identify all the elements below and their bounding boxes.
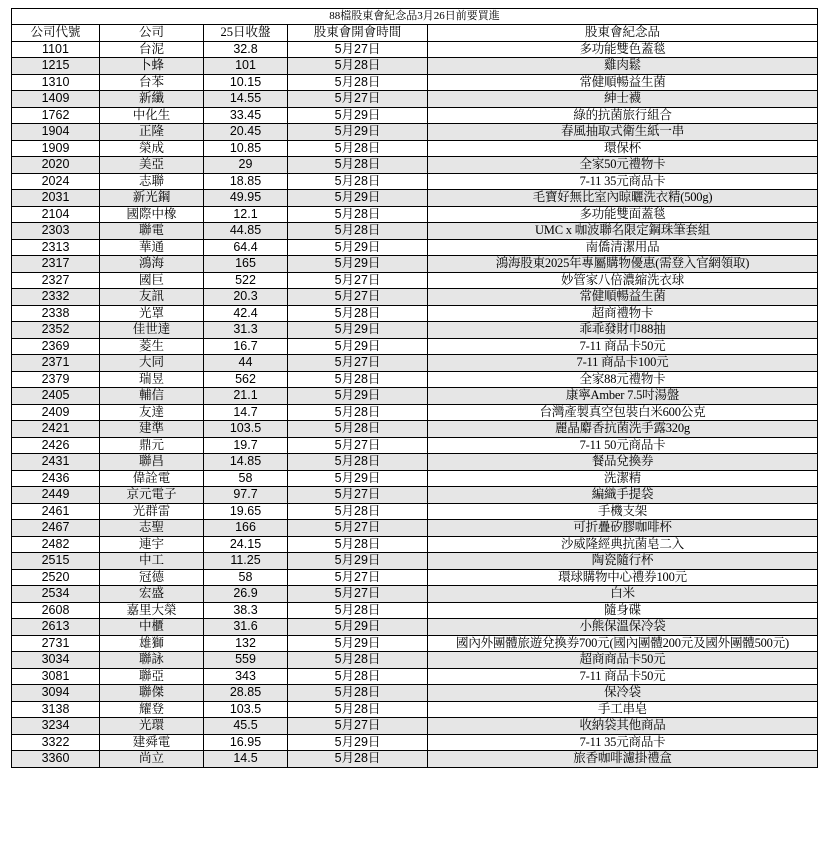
gift-cell: 雞肉鬆 (428, 58, 818, 75)
close-price-cell: 28.85 (204, 685, 288, 702)
table-row (12, 685, 818, 702)
company-cell: 輔信 (100, 388, 204, 405)
close-price-cell: 562 (204, 371, 288, 388)
gift-cell: 全家50元禮物卡 (428, 157, 818, 174)
stock-code-cell: 2031 (12, 190, 100, 207)
stock-code-cell: 2426 (12, 437, 100, 454)
close-price-cell: 18.85 (204, 173, 288, 190)
company-cell: 國巨 (100, 272, 204, 289)
company-cell: 雄獅 (100, 635, 204, 652)
gift-cell: 春風抽取式衛生紙一串 (428, 124, 818, 141)
header-gift: 股東會紀念品 (428, 25, 818, 42)
meeting-date-cell: 5月28日 (288, 74, 428, 91)
company-cell: 京元電子 (100, 487, 204, 504)
stock-code-cell: 2409 (12, 404, 100, 421)
table-row (12, 371, 818, 388)
company-cell: 友達 (100, 404, 204, 421)
meeting-date-cell: 5月28日 (288, 701, 428, 718)
table-row (12, 173, 818, 190)
table-row (12, 553, 818, 570)
gift-cell: 妙管家八倍濃縮洗衣球 (428, 272, 818, 289)
close-price-cell: 14.55 (204, 91, 288, 108)
table-row (12, 404, 818, 421)
meeting-date-cell: 5月29日 (288, 338, 428, 355)
table-row (12, 322, 818, 339)
meeting-date-cell: 5月28日 (288, 751, 428, 768)
company-cell: 聯昌 (100, 454, 204, 471)
company-cell: 耀登 (100, 701, 204, 718)
meeting-date-cell: 5月28日 (288, 305, 428, 322)
meeting-date-cell: 5月27日 (288, 41, 428, 58)
table-row (12, 239, 818, 256)
gift-cell: 洗潔精 (428, 470, 818, 487)
stock-code-cell: 2313 (12, 239, 100, 256)
meeting-date-cell: 5月29日 (288, 619, 428, 636)
company-cell: 聯詠 (100, 652, 204, 669)
table-row (12, 157, 818, 174)
table-row (12, 652, 818, 669)
close-price-cell: 343 (204, 668, 288, 685)
company-cell: 新纖 (100, 91, 204, 108)
company-cell: 光群雷 (100, 503, 204, 520)
close-price-cell: 19.7 (204, 437, 288, 454)
stock-code-cell: 2436 (12, 470, 100, 487)
meeting-date-cell: 5月27日 (288, 487, 428, 504)
close-price-cell: 45.5 (204, 718, 288, 735)
company-cell: 聯亞 (100, 668, 204, 685)
meeting-date-cell: 5月28日 (288, 140, 428, 157)
close-price-cell: 12.1 (204, 206, 288, 223)
close-price-cell: 44.85 (204, 223, 288, 240)
title-row (12, 9, 818, 25)
close-price-cell: 58 (204, 569, 288, 586)
stock-code-cell: 2467 (12, 520, 100, 537)
stock-code-cell: 3360 (12, 751, 100, 768)
company-cell: 卜蜂 (100, 58, 204, 75)
meeting-date-cell: 5月28日 (288, 206, 428, 223)
stock-code-cell: 1909 (12, 140, 100, 157)
gift-cell: 7-11 商品卡50元 (428, 338, 818, 355)
table-row (12, 619, 818, 636)
gift-cell: 7-11 35元商品卡 (428, 173, 818, 190)
meeting-date-cell: 5月27日 (288, 91, 428, 108)
gift-cell: 餐品兌換券 (428, 454, 818, 471)
stock-code-cell: 3034 (12, 652, 100, 669)
company-cell: 嘉里大榮 (100, 602, 204, 619)
table-row (12, 58, 818, 75)
company-cell: 光環 (100, 718, 204, 735)
close-price-cell: 103.5 (204, 701, 288, 718)
close-price-cell: 132 (204, 635, 288, 652)
company-cell: 連宇 (100, 536, 204, 553)
table-row (12, 635, 818, 652)
gift-cell: 多功能雙色蓋毯 (428, 41, 818, 58)
close-price-cell: 16.95 (204, 734, 288, 751)
stock-code-cell: 3081 (12, 668, 100, 685)
gift-cell: 收納袋其他商品 (428, 718, 818, 735)
meeting-date-cell: 5月29日 (288, 124, 428, 141)
close-price-cell: 49.95 (204, 190, 288, 207)
table-row (12, 305, 818, 322)
gift-cell: 編織手提袋 (428, 487, 818, 504)
meeting-date-cell: 5月28日 (288, 454, 428, 471)
company-cell: 偉詮電 (100, 470, 204, 487)
gift-cell: 國內外團體旅遊兌換券700元(國內團體200元及國外團體500元) (428, 635, 818, 652)
close-price-cell: 559 (204, 652, 288, 669)
header-row (12, 25, 818, 42)
table-row (12, 338, 818, 355)
company-cell: 佳世達 (100, 322, 204, 339)
table-row (12, 388, 818, 405)
stock-code-cell: 2371 (12, 355, 100, 372)
meeting-date-cell: 5月28日 (288, 404, 428, 421)
table-row (12, 190, 818, 207)
table-row (12, 569, 818, 586)
close-price-cell: 10.15 (204, 74, 288, 91)
stock-code-cell: 2317 (12, 256, 100, 273)
company-cell: 美亞 (100, 157, 204, 174)
company-cell: 聯傑 (100, 685, 204, 702)
stock-code-cell: 2431 (12, 454, 100, 471)
close-price-cell: 11.25 (204, 553, 288, 570)
table-row (12, 124, 818, 141)
table-row (12, 470, 818, 487)
gift-cell: 陶瓷隨行杯 (428, 553, 818, 570)
close-price-cell: 522 (204, 272, 288, 289)
stock-code-cell: 2449 (12, 487, 100, 504)
table-row (12, 487, 818, 504)
gift-cell: 手機支架 (428, 503, 818, 520)
close-price-cell: 97.7 (204, 487, 288, 504)
meeting-date-cell: 5月28日 (288, 58, 428, 75)
meeting-date-cell: 5月29日 (288, 239, 428, 256)
company-cell: 中化生 (100, 107, 204, 124)
stock-code-cell: 3322 (12, 734, 100, 751)
gift-table (11, 8, 818, 768)
meeting-date-cell: 5月28日 (288, 652, 428, 669)
company-cell: 尚立 (100, 751, 204, 768)
gift-cell: 多功能雙面蓋毯 (428, 206, 818, 223)
close-price-cell: 16.7 (204, 338, 288, 355)
close-price-cell: 38.3 (204, 602, 288, 619)
gift-cell: 鴻海股東2025年專屬購物優惠(需登入官網領取) (428, 256, 818, 273)
stock-code-cell: 2327 (12, 272, 100, 289)
table-row (12, 437, 818, 454)
close-price-cell: 10.85 (204, 140, 288, 157)
company-cell: 宏盛 (100, 586, 204, 603)
header-close-price: 25日收盤 (204, 25, 288, 42)
meeting-date-cell: 5月29日 (288, 256, 428, 273)
close-price-cell: 64.4 (204, 239, 288, 256)
gift-cell: 小熊保溫保冷袋 (428, 619, 818, 636)
gift-cell: 白米 (428, 586, 818, 603)
company-cell: 瑞昱 (100, 371, 204, 388)
stock-code-cell: 2024 (12, 173, 100, 190)
table-row (12, 91, 818, 108)
table-row (12, 454, 818, 471)
company-cell: 友訊 (100, 289, 204, 306)
stock-code-cell: 2520 (12, 569, 100, 586)
table-row (12, 223, 818, 240)
gift-cell: 麗晶麝香抗菌洗手露320g (428, 421, 818, 438)
company-cell: 建準 (100, 421, 204, 438)
company-cell: 新光鋼 (100, 190, 204, 207)
meeting-date-cell: 5月27日 (288, 569, 428, 586)
meeting-date-cell: 5月29日 (288, 553, 428, 570)
table-row (12, 421, 818, 438)
table-row (12, 668, 818, 685)
company-cell: 鼎元 (100, 437, 204, 454)
meeting-date-cell: 5月28日 (288, 421, 428, 438)
meeting-date-cell: 5月27日 (288, 437, 428, 454)
meeting-date-cell: 5月27日 (288, 272, 428, 289)
gift-cell: 常健順暢益生菌 (428, 74, 818, 91)
gift-cell: 隨身碟 (428, 602, 818, 619)
close-price-cell: 19.65 (204, 503, 288, 520)
gift-cell: 乖乖發財巾88抽 (428, 322, 818, 339)
gift-cell: 超商禮物卡 (428, 305, 818, 322)
meeting-date-cell: 5月29日 (288, 190, 428, 207)
close-price-cell: 32.8 (204, 41, 288, 58)
meeting-date-cell: 5月27日 (288, 520, 428, 537)
gift-cell: 環球購物中心禮券100元 (428, 569, 818, 586)
table-row (12, 602, 818, 619)
gift-cell: UMC x 咖波聯名限定鋼珠筆套組 (428, 223, 818, 240)
stock-code-cell: 1101 (12, 41, 100, 58)
stock-code-cell: 2534 (12, 586, 100, 603)
company-cell: 國際中橡 (100, 206, 204, 223)
table-row (12, 289, 818, 306)
company-cell: 大同 (100, 355, 204, 372)
meeting-date-cell: 5月29日 (288, 107, 428, 124)
stock-code-cell: 2352 (12, 322, 100, 339)
table-row (12, 140, 818, 157)
close-price-cell: 14.7 (204, 404, 288, 421)
company-cell: 菱生 (100, 338, 204, 355)
company-cell: 中工 (100, 553, 204, 570)
table-row (12, 734, 818, 751)
meeting-date-cell: 5月28日 (288, 536, 428, 553)
close-price-cell: 31.6 (204, 619, 288, 636)
meeting-date-cell: 5月29日 (288, 388, 428, 405)
gift-cell: 紳士襪 (428, 91, 818, 108)
stock-code-cell: 2482 (12, 536, 100, 553)
meeting-date-cell: 5月28日 (288, 503, 428, 520)
table-title: 88檔股東會紀念品3月26日前要買進 (12, 9, 818, 25)
company-cell: 光罩 (100, 305, 204, 322)
gift-cell: 超商商品卡50元 (428, 652, 818, 669)
stock-code-cell: 2515 (12, 553, 100, 570)
gift-cell: 可折疊矽膠咖啡杯 (428, 520, 818, 537)
close-price-cell: 20.3 (204, 289, 288, 306)
stock-code-cell: 2731 (12, 635, 100, 652)
meeting-date-cell: 5月27日 (288, 718, 428, 735)
stock-code-cell: 2020 (12, 157, 100, 174)
table-row (12, 536, 818, 553)
table-row (12, 503, 818, 520)
company-cell: 建舜電 (100, 734, 204, 751)
gift-cell: 保冷袋 (428, 685, 818, 702)
company-cell: 志聯 (100, 173, 204, 190)
gift-cell: 沙威隆經典抗菌皂二入 (428, 536, 818, 553)
header-meeting-date: 股東會開會時間 (288, 25, 428, 42)
close-price-cell: 44 (204, 355, 288, 372)
stock-code-cell: 2461 (12, 503, 100, 520)
meeting-date-cell: 5月28日 (288, 173, 428, 190)
close-price-cell: 166 (204, 520, 288, 537)
gift-cell: 7-11 50元商品卡 (428, 437, 818, 454)
meeting-date-cell: 5月27日 (288, 586, 428, 603)
meeting-date-cell: 5月29日 (288, 635, 428, 652)
meeting-date-cell: 5月29日 (288, 470, 428, 487)
stock-code-cell: 1409 (12, 91, 100, 108)
gift-cell: 台灣產製真空包裝白米600公克 (428, 404, 818, 421)
gift-cell: 南僑清潔用品 (428, 239, 818, 256)
gift-cell: 全家88元禮物卡 (428, 371, 818, 388)
gift-cell: 旅香咖啡濾掛禮盒 (428, 751, 818, 768)
table-row (12, 107, 818, 124)
table-row (12, 355, 818, 372)
company-cell: 華通 (100, 239, 204, 256)
close-price-cell: 20.45 (204, 124, 288, 141)
meeting-date-cell: 5月29日 (288, 322, 428, 339)
close-price-cell: 103.5 (204, 421, 288, 438)
stock-code-cell: 2421 (12, 421, 100, 438)
stock-code-cell: 2613 (12, 619, 100, 636)
meeting-date-cell: 5月28日 (288, 668, 428, 685)
close-price-cell: 165 (204, 256, 288, 273)
stock-code-cell: 1310 (12, 74, 100, 91)
meeting-date-cell: 5月28日 (288, 223, 428, 240)
company-cell: 台苯 (100, 74, 204, 91)
close-price-cell: 58 (204, 470, 288, 487)
stock-code-cell: 2405 (12, 388, 100, 405)
stock-code-cell: 2379 (12, 371, 100, 388)
company-cell: 冠德 (100, 569, 204, 586)
gift-cell: 手工串皂 (428, 701, 818, 718)
gift-cell: 環保杯 (428, 140, 818, 157)
gift-cell: 7-11 商品卡100元 (428, 355, 818, 372)
meeting-date-cell: 5月28日 (288, 371, 428, 388)
stock-code-cell: 2608 (12, 602, 100, 619)
stock-code-cell: 2332 (12, 289, 100, 306)
gift-cell: 綠的抗菌旅行組合 (428, 107, 818, 124)
close-price-cell: 42.4 (204, 305, 288, 322)
close-price-cell: 33.45 (204, 107, 288, 124)
close-price-cell: 21.1 (204, 388, 288, 405)
stock-code-cell: 1904 (12, 124, 100, 141)
stock-code-cell: 2303 (12, 223, 100, 240)
company-cell: 榮成 (100, 140, 204, 157)
meeting-date-cell: 5月29日 (288, 734, 428, 751)
close-price-cell: 24.15 (204, 536, 288, 553)
gift-cell: 7-11 35元商品卡 (428, 734, 818, 751)
table-row (12, 41, 818, 58)
table-row (12, 74, 818, 91)
close-price-cell: 26.9 (204, 586, 288, 603)
header-code: 公司代號 (12, 25, 100, 42)
gift-cell: 常健順暢益生菌 (428, 289, 818, 306)
meeting-date-cell: 5月27日 (288, 355, 428, 372)
stock-code-cell: 3138 (12, 701, 100, 718)
table-row (12, 586, 818, 603)
stock-code-cell: 3234 (12, 718, 100, 735)
company-cell: 中櫃 (100, 619, 204, 636)
meeting-date-cell: 5月27日 (288, 289, 428, 306)
gift-cell: 康寧Amber 7.5吋湯盤 (428, 388, 818, 405)
header-company: 公司 (100, 25, 204, 42)
gift-cell: 毛寶好無比室內晾曬洗衣精(500g) (428, 190, 818, 207)
stock-code-cell: 2369 (12, 338, 100, 355)
table-row (12, 718, 818, 735)
company-cell: 正隆 (100, 124, 204, 141)
close-price-cell: 14.85 (204, 454, 288, 471)
table-row (12, 520, 818, 537)
close-price-cell: 31.3 (204, 322, 288, 339)
table-row (12, 206, 818, 223)
stock-code-cell: 2104 (12, 206, 100, 223)
close-price-cell: 29 (204, 157, 288, 174)
meeting-date-cell: 5月28日 (288, 602, 428, 619)
table-row (12, 751, 818, 768)
company-cell: 志聖 (100, 520, 204, 537)
table-row (12, 256, 818, 273)
meeting-date-cell: 5月28日 (288, 157, 428, 174)
table-row (12, 701, 818, 718)
meeting-date-cell: 5月28日 (288, 685, 428, 702)
stock-code-cell: 1762 (12, 107, 100, 124)
company-cell: 聯電 (100, 223, 204, 240)
close-price-cell: 101 (204, 58, 288, 75)
stock-code-cell: 3094 (12, 685, 100, 702)
close-price-cell: 14.5 (204, 751, 288, 768)
stock-code-cell: 1215 (12, 58, 100, 75)
stock-code-cell: 2338 (12, 305, 100, 322)
gift-cell: 7-11 商品卡50元 (428, 668, 818, 685)
company-cell: 台泥 (100, 41, 204, 58)
table-row (12, 272, 818, 289)
company-cell: 鴻海 (100, 256, 204, 273)
